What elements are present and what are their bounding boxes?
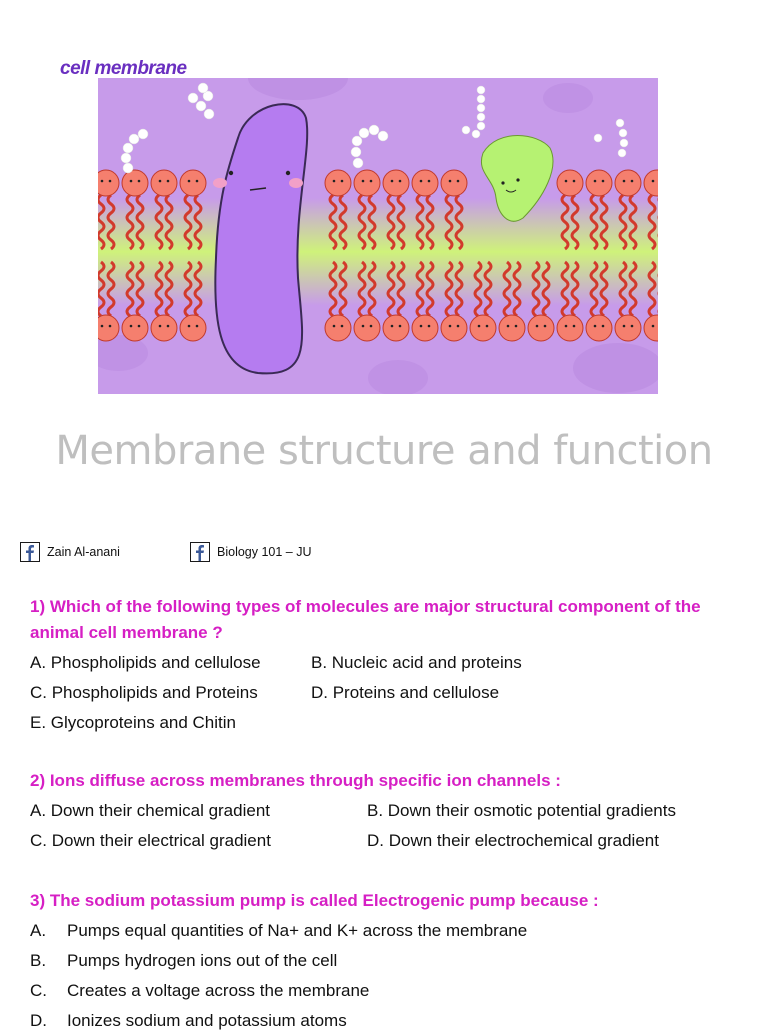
course-name: Biology 101 – JU (217, 545, 312, 559)
lipid-face (536, 325, 539, 328)
lipid-head (151, 315, 177, 341)
lipid-head (412, 315, 438, 341)
facebook-icon (20, 542, 40, 562)
option-letter: C. (30, 981, 47, 1000)
lipid-head (412, 170, 438, 196)
lipid-head (586, 315, 612, 341)
lipid-face (196, 325, 199, 328)
lipid-head (557, 170, 583, 196)
lipid-face (420, 325, 423, 328)
lipid-head (325, 170, 351, 196)
lipid-head (383, 315, 409, 341)
question-1 (30, 594, 746, 738)
question-3-option-a[interactable] (30, 916, 746, 946)
facebook-icon (190, 542, 210, 562)
author-name: Zain Al-anani (47, 545, 120, 559)
question-2-option-b[interactable]: B. Down their osmotic potential gradients (367, 801, 676, 820)
lipid-head (615, 315, 641, 341)
lipid-face (109, 180, 112, 183)
lipid-face (652, 180, 655, 183)
option-text: Pumps equal quantities of Na+ and K+ across the membrane (67, 921, 528, 940)
lipid-head (180, 315, 206, 341)
lipid-face (370, 180, 373, 183)
option-text: Creates a voltage across the membrane (67, 981, 370, 1000)
lipid-head (528, 315, 554, 341)
lipid-head (470, 315, 496, 341)
figure-caption: cell membrane (60, 58, 187, 79)
lipid-head (98, 170, 119, 196)
option-text: Ionizes sodium and potassium atoms (67, 1011, 347, 1030)
lipid-face (399, 180, 402, 183)
course-credit[interactable] (190, 540, 312, 564)
lipid-head (122, 315, 148, 341)
lipid-face (341, 180, 344, 183)
lipid-head (354, 170, 380, 196)
lipid-head (586, 170, 612, 196)
lipid-face (594, 180, 597, 183)
author-credit[interactable] (20, 540, 120, 564)
lipid-face (391, 325, 394, 328)
lipid-face (188, 180, 191, 183)
lipid-head (615, 170, 641, 196)
lipid-head (98, 315, 119, 341)
lipid-face (167, 180, 170, 183)
question-1-option-b[interactable]: B. Nucleic acid and proteins (311, 653, 522, 672)
option-letter: B. (30, 951, 47, 970)
lipid-face (399, 325, 402, 328)
lipid-face (188, 325, 191, 328)
lipid-face (565, 325, 568, 328)
lipid-face (565, 180, 568, 183)
lipid-head (180, 170, 206, 196)
lipid-head (122, 170, 148, 196)
lipid-face (602, 325, 605, 328)
lipid-face (507, 325, 510, 328)
question-2-option-d[interactable]: D. Down their electrochemical gradient (367, 831, 659, 850)
lipid-face (573, 180, 576, 183)
lipid-face (428, 180, 431, 183)
question-2-option-a[interactable]: A. Down their chemical gradient (30, 801, 271, 820)
lipid-face (573, 325, 576, 328)
lipid-face (138, 180, 141, 183)
lipid-face (623, 325, 626, 328)
lipid-head (151, 170, 177, 196)
page-title: Membrane structure and function (55, 428, 713, 474)
lipid-head (354, 315, 380, 341)
question-2-option-c[interactable]: C. Down their electrical gradient (30, 831, 271, 850)
membrane-illustration-svg (98, 78, 658, 394)
option-letter: A. (30, 921, 47, 940)
question-1-option-c[interactable]: C. Phospholipids and Proteins (30, 683, 258, 702)
lipid-face (544, 325, 547, 328)
lipid-face (457, 180, 460, 183)
lipid-face (602, 180, 605, 183)
lipid-face (159, 180, 162, 183)
lipid-face (428, 325, 431, 328)
lipid-face (478, 325, 481, 328)
lipid-head (499, 315, 525, 341)
question-3-title: 3) The sodium potassium pump is called Electrogenic pump because : (30, 891, 599, 910)
lipid-face (631, 325, 634, 328)
lipid-head (557, 315, 583, 341)
lipid-head (441, 170, 467, 196)
lipid-face (623, 180, 626, 183)
lipid-face (341, 325, 344, 328)
lipid-face (101, 325, 104, 328)
question-3-option-b[interactable] (30, 946, 746, 976)
lipid-head (441, 315, 467, 341)
lipid-face (515, 325, 518, 328)
lipid-face (167, 325, 170, 328)
question-3 (30, 888, 746, 1036)
question-3-option-d[interactable] (30, 1006, 746, 1036)
lipid-face (420, 180, 423, 183)
lipid-face (449, 325, 452, 328)
lipid-face (652, 325, 655, 328)
question-1-option-d[interactable]: D. Proteins and cellulose (311, 683, 500, 702)
lipid-face (333, 325, 336, 328)
option-text: Pumps hydrogen ions out of the cell (67, 951, 338, 970)
lipid-face (594, 325, 597, 328)
lipid-face (362, 180, 365, 183)
question-2 (30, 768, 746, 856)
question-2-title: 2) Ions diffuse across membranes through specific ion channels : (30, 771, 561, 790)
question-1-option-a[interactable]: A. Phospholipids and cellulose (30, 653, 261, 672)
lipid-face (196, 180, 199, 183)
lipid-face (130, 325, 133, 328)
lipid-head (325, 315, 351, 341)
lipid-face (486, 325, 489, 328)
lipid-face (370, 325, 373, 328)
lipid-face (130, 180, 133, 183)
question-3-option-c[interactable] (30, 976, 746, 1006)
lipid-face (333, 180, 336, 183)
lipid-face (101, 180, 104, 183)
lipid-face (457, 325, 460, 328)
question-1-title: 1) Which of the following types of molecules are major structural component of the animal cell membrane ? (30, 597, 701, 642)
lipid-face (362, 325, 365, 328)
membrane-illustration (98, 78, 658, 394)
lipid-head (383, 170, 409, 196)
option-letter: D. (30, 1011, 47, 1030)
lipid-face (138, 325, 141, 328)
lipid-face (631, 180, 634, 183)
lipid-face (159, 325, 162, 328)
lipid-face (449, 180, 452, 183)
question-1-option-e[interactable]: E. Glycoproteins and Chitin (30, 713, 236, 732)
lipid-face (109, 325, 112, 328)
lipid-face (391, 180, 394, 183)
